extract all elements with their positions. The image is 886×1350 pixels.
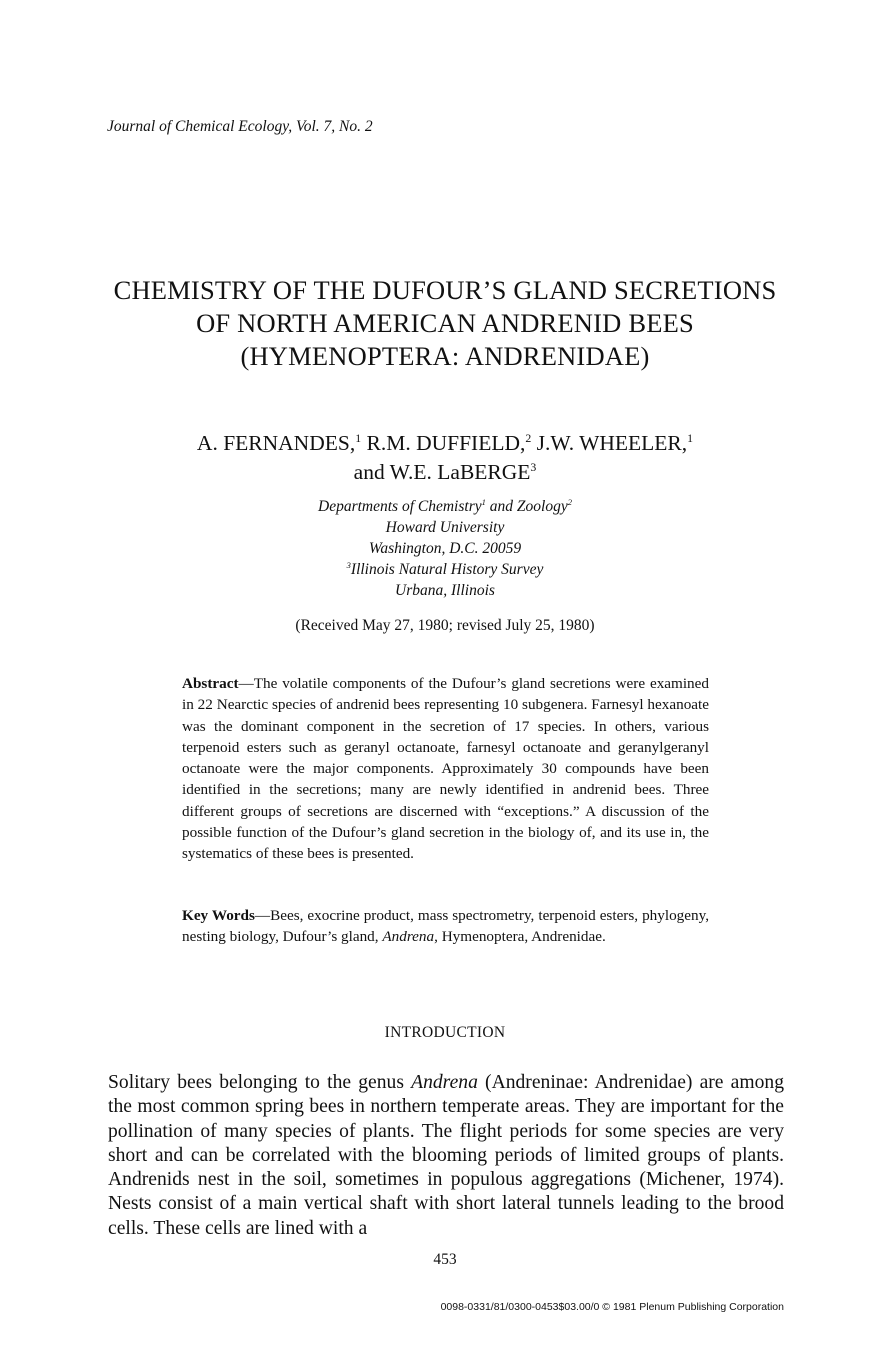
key-words-label: Key Words [182, 907, 255, 924]
introduction-paragraph [108, 1071, 784, 1241]
affiliation-line: Urbana, Illinois [395, 582, 495, 599]
abstract-text: —The volatile components of the Dufour’s gland secretions were examined in 22 Nearctic species of andrenid bees representing 10 subgenera. Farnesyl hexanoate was the dominant component in the secretion of 17 species. In others, various terpenoid esters such as geranyl octanoate, farnesyl octanoate and geranylgeranyl octanoate were the major components. Approximately 30 compounds have been identified in the secretions; many are newly identified in andrenid bees. Three different groups of secretions are discerned with “exceptions.” A discussion of the possible function of the Dufour’s gland secretion in the biology of, and its use in, the systematics of these bees is presented. [182, 675, 709, 863]
key-words [182, 905, 709, 948]
affiliation-mark: 1 [481, 496, 486, 507]
author-name: R.M. DUFFIELD, [366, 431, 526, 455]
affiliation-line: Washington, D.C. 20059 [368, 540, 522, 557]
affiliation-mark: 2 [567, 496, 572, 507]
intro-genus: Andrena [411, 1072, 478, 1093]
affiliation-text: and Zoology [485, 498, 568, 515]
article-title [60, 274, 830, 373]
affiliation-line [60, 559, 830, 580]
author-name: A. FERNANDES, [196, 431, 356, 455]
author-affiliation-mark: 1 [687, 430, 694, 445]
intro-text: (Andreninae: Andrenidae) are among the most common spring bees in northern temperate areas. They are important for the pollination of many species of plants. The flight periods for some species are very short and can be correlated with the blooming periods of limited groups of plants. Andrenids nest in the soil, sometimes in populous aggregations (Michener, 1974). Nests consist of a main vertical shaft with short lateral tunnels leading to the brood cells. These cells are lined with a [108, 1072, 784, 1239]
abstract [182, 673, 709, 865]
author-affiliation-mark: 1 [355, 430, 362, 445]
author-name: J.W. WHEELER, [536, 431, 688, 455]
affiliation-mark: 3 [346, 559, 351, 570]
intro-text: Solitary bees belonging to the genus [108, 1072, 412, 1093]
title-line-3: (HYMENOPTERA: ANDRENIDAE) [240, 341, 650, 371]
title-line-2: OF NORTH AMERICAN ANDRENID BEES [196, 308, 694, 338]
affiliation-line: Howard University [385, 519, 505, 536]
copyright-line: 0098-0331/81/0300-0453$03.00/0 © 1981 Plenum Publishing Corporation [440, 1301, 784, 1313]
key-words-genus: Andrena [382, 928, 435, 946]
journal-citation: Journal of Chemical Ecology, Vol. 7, No. 2 [107, 118, 373, 135]
author-name: and W.E. LaBERGE [353, 460, 531, 484]
page-number: 453 [433, 1251, 457, 1268]
author-affiliation-mark: 3 [530, 459, 537, 474]
abstract-label: Abstract [182, 675, 239, 692]
author-affiliation-mark: 2 [525, 430, 532, 445]
title-line-1: CHEMISTRY OF THE DUFOUR’S GLAND SECRETIONS [113, 275, 777, 305]
authors-line-2 [60, 458, 830, 487]
affiliation-text: Departments of Chemistry [318, 498, 482, 515]
affiliation-line [60, 496, 830, 517]
key-words-text: —Bees, exocrine product, mass spectrometry, terpenoid esters, phylogeny, nesting biology, Dufour’s gland, [182, 907, 709, 946]
affiliations [60, 496, 830, 601]
affiliation-text: Illinois Natural History Survey [350, 561, 544, 578]
received-dates: (Received May 27, 1980; revised July 25, 1980) [295, 617, 595, 634]
section-heading: INTRODUCTION [384, 1024, 506, 1041]
key-words-text: , Hymenoptera, Andrenidae. [434, 928, 606, 946]
author-list [60, 429, 830, 487]
authors-line-1 [60, 429, 830, 458]
